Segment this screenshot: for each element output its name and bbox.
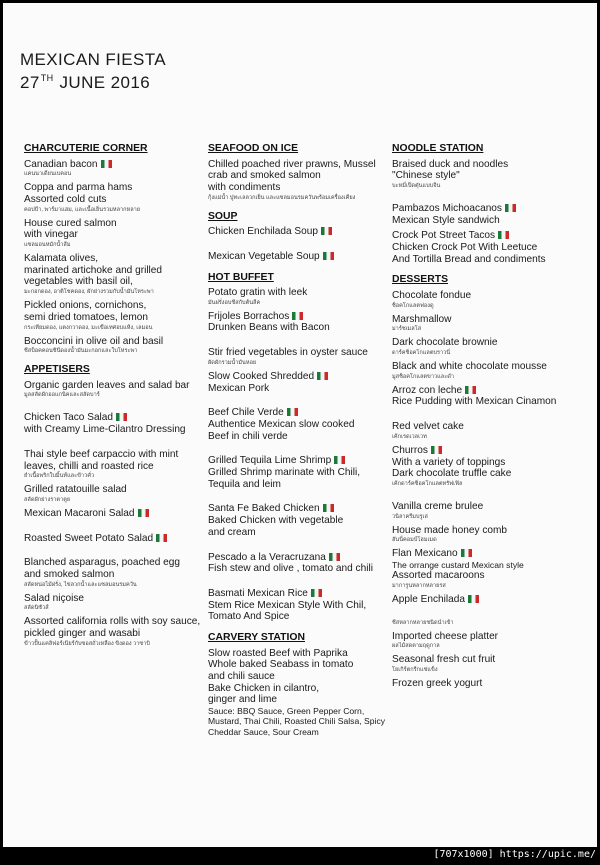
menu-column-1 <box>24 142 202 648</box>
mexican-flag-icon <box>101 160 112 168</box>
section-heading: HOT BUFFET <box>208 271 274 283</box>
mexican-flag-icon <box>292 312 303 320</box>
menu-item <box>24 412 202 435</box>
dish-name: Santa Fe Baked Chicken <box>208 503 320 515</box>
menu-item <box>392 678 568 690</box>
dish-name: Imported cheese platter <box>392 630 499 642</box>
menu-item <box>24 182 202 213</box>
thai-translation: แคนนาเดียนเบคอน <box>24 171 72 178</box>
dish-name: Slow roasted Beef with Paprika <box>208 647 348 659</box>
dish-name: Salad niçoise <box>24 592 85 604</box>
thai-translation: มันฝรั่งอบชีสกับต้นลีค <box>208 299 261 306</box>
dish-name: Mexican Macaroni Salad <box>24 507 135 519</box>
section-heading: SEAFOOD ON ICE <box>208 143 299 154</box>
dish-name: Chicken Enchilada Soup <box>208 226 318 238</box>
thai-translation: โยเกิร์ตกรีกแช่แข็ง <box>392 667 438 674</box>
dish-description: Fish stew and olive , tomato and chili <box>208 563 373 575</box>
dish-name: with vinegar <box>24 229 78 241</box>
thai-translation: ยำเนื้อพริกใบมิ้นท์และข้าวคั่ว <box>24 473 95 480</box>
dish-name: Vanilla creme brulee <box>392 500 484 512</box>
menu-item <box>208 159 386 202</box>
menu-item <box>392 230 568 265</box>
menu-date <box>20 73 150 93</box>
thai-translation: เค้กดาร์คช็อคโกแลตทรัฟเฟิล <box>392 480 463 487</box>
menu-item <box>24 533 202 545</box>
menu-item <box>392 594 568 606</box>
dish-name: Roasted Sweet Potato Salad <box>24 532 154 544</box>
menu-item <box>392 203 568 226</box>
dish-name-row <box>392 594 568 606</box>
thai-translation: ดาร์คช็อคโกแลตบราวนี่ <box>392 350 451 357</box>
dish-description: Beef in chili verde <box>208 430 288 442</box>
dish-note: Mustard, Thai Chili, Roasted Chili Salsa, Spicy <box>208 716 386 727</box>
dish-name-row <box>392 445 568 457</box>
dish-description: Chicken Crock Pot With Leetuce <box>392 242 538 254</box>
menu-item <box>392 548 568 590</box>
dish-name-row <box>208 311 386 323</box>
dish-name: marinated artichoke and grilled <box>24 264 163 276</box>
menu-item <box>392 631 568 651</box>
dish-name: crab and smoked salmon <box>208 170 321 182</box>
dish-name: Coppa and parma hams <box>24 182 133 194</box>
mexican-flag-icon <box>505 204 516 212</box>
dish-name-row <box>208 226 386 238</box>
dish-description: With a variety of toppings <box>392 456 506 468</box>
dish-name: Churros <box>392 444 428 456</box>
section-heading: DESSERTS <box>392 274 449 286</box>
dish-name: Arroz con leche <box>392 384 463 396</box>
menu-item <box>392 525 568 545</box>
thai-translation: คอปป้า, พาร์มาแฮม, และเนื้อเย็นรวมหลากหลาย <box>24 206 141 213</box>
dish-name: Red velvet cake <box>392 421 464 433</box>
date-suffix: TH <box>40 73 54 83</box>
thai-translation: เค้กเรดเวลเวท <box>392 433 427 440</box>
date-month-year: JUNE 2016 <box>59 73 151 92</box>
menu-item <box>208 311 386 334</box>
dish-name-row <box>392 230 568 242</box>
dish-note: Cheddar Sauce, Sour Cream <box>208 726 319 737</box>
dish-name: Pickled onions, cornichons, <box>24 300 147 312</box>
thai-translation: สลัดผักย่างราตาตูย <box>24 496 71 503</box>
dish-name: Chilled poached river prawns, Mussel <box>208 158 376 170</box>
dish-name: pickled ginger and wasabi <box>24 628 141 640</box>
menu-item <box>24 616 202 647</box>
dish-name: Bake Chicken in cilantro, <box>208 682 320 694</box>
dish-note: The orrange custard Mexican style <box>392 560 524 571</box>
thai-translation: แซลมอนหมักน้ำส้ม <box>24 242 71 249</box>
thai-translation: มูสช็อคโกแลตขาวและดำ <box>392 373 454 380</box>
thai-translation: ชีสหลากหลายชนิดนำเข้า <box>392 619 454 626</box>
dish-name: and smoked salmon <box>24 569 115 581</box>
menu-item <box>24 336 202 356</box>
dish-name: Grilled Tequila Lime Shrimp <box>208 455 332 467</box>
thai-translation: ชีสบ็อคคอนชินีดองน้ำมันมะกอกและใบโหระพา <box>24 348 138 355</box>
mexican-flag-icon <box>116 413 127 421</box>
dish-description: Baked Chicken with vegetable <box>208 515 344 527</box>
dish-name: Seasonal fresh cut fruit <box>392 654 496 666</box>
thai-translation: บะหมี่เป็ดตุ๋นแบบจีน <box>392 182 441 189</box>
dish-name: Thai style beef carpaccio with mint <box>24 448 179 460</box>
dish-name: leaves, chilli and roasted rice <box>24 460 154 472</box>
dish-name: Stir fried vegetables in oyster sauce <box>208 347 368 359</box>
dish-name: Bocconcini in olive oil and basil <box>24 335 164 347</box>
dish-name-row <box>24 508 202 520</box>
dish-name-row <box>24 412 202 424</box>
dish-name: Braised duck and noodles <box>392 158 509 170</box>
menu-item <box>392 654 568 674</box>
dish-name-row <box>24 159 202 171</box>
thai-translation: วนิลาครีมบรูเล่ <box>392 513 428 520</box>
menu-item <box>208 503 386 538</box>
thai-translation: ฮันนี่คอมบ์โฮมเมด <box>392 537 437 544</box>
dish-description: Grilled Shrimp marinate with Chili, <box>208 467 361 479</box>
menu-item <box>208 552 386 575</box>
dish-description: Mexican Pork <box>208 382 270 394</box>
dish-name-row <box>392 548 568 560</box>
thai-translation: มะกอกดอง, อาติโชคดอง, ผักย่างรวมกับน้ำมันโหระพา <box>24 289 154 296</box>
dish-description: Dark chocolate truffle cake <box>392 468 512 480</box>
dish-name: Black and white chocolate mousse <box>392 361 547 373</box>
menu-item <box>208 648 386 737</box>
menu-item <box>24 159 202 179</box>
dish-name-row <box>208 251 386 263</box>
menu-item <box>208 287 386 307</box>
thai-translation: สลัดหน่อไม้ฝรั่ง, ไข่ลวกน้ำและแซลมอนรมควัน <box>24 581 137 588</box>
section-heading: APPETISERS <box>24 364 90 376</box>
dish-name: Canadian bacon <box>24 158 98 170</box>
menu-item <box>24 593 202 613</box>
thai-translation: กุ้งแม่น้ำ ปูทะเลลวกเย็น และแซลมอนรมควันพร้อมเครื่องเคียง <box>208 194 356 201</box>
dish-name: ginger and lime <box>208 694 278 706</box>
menu-item <box>24 380 202 400</box>
dish-name: Basmati Mexican Rice <box>208 587 308 599</box>
mexican-flag-icon <box>465 386 476 394</box>
menu-item <box>392 421 568 441</box>
dish-name: Assorted cold cuts <box>24 193 107 205</box>
mexican-flag-icon <box>468 595 479 603</box>
dish-name: Whole baked Seabass in tomato <box>208 659 354 671</box>
dish-name: Flan Mexicano <box>392 548 458 560</box>
dish-description: Tomato And Spice <box>208 611 290 623</box>
date-day: 27 <box>20 73 40 92</box>
menu-item <box>392 314 568 334</box>
mexican-flag-icon <box>311 589 322 597</box>
menu-item <box>392 361 568 381</box>
mexican-flag-icon <box>156 534 167 542</box>
menu-item <box>208 226 386 238</box>
section-heading: NOODLE STATION <box>392 143 484 154</box>
dish-name: Grilled ratatouille salad <box>24 484 127 496</box>
menu-item <box>24 508 202 520</box>
menu-title: MEXICAN FIESTA <box>20 50 167 69</box>
dish-name: Kalamata olives, <box>24 253 99 265</box>
thai-translation: ผลไม้สดตามฤดูกาล <box>392 643 440 650</box>
dish-description: And Tortilla Bread and condiments <box>392 253 546 265</box>
mexican-flag-icon <box>431 446 442 454</box>
dish-name: Slow Cooked Shredded <box>208 370 315 382</box>
dish-name: Assorted california rolls with soy sauce, <box>24 616 201 628</box>
mexican-flag-icon <box>317 372 328 380</box>
mexican-flag-icon <box>323 504 334 512</box>
section-heading: SOUP <box>208 210 238 222</box>
menu-item <box>24 300 202 331</box>
dish-name-row <box>208 588 386 600</box>
menu-column-2 <box>208 142 386 737</box>
mexican-flag-icon <box>321 227 332 235</box>
dish-name: Frijoles Borrachos <box>208 310 290 322</box>
mexican-flag-icon <box>138 509 149 517</box>
thai-translation: มาร์ชเมลโล่ <box>392 326 422 333</box>
dish-description: Stem Rice Mexican Style With Chil, <box>208 599 367 611</box>
dish-name-row <box>208 407 386 419</box>
dish-description: Rice Pudding with Mexican Cinamon <box>392 396 557 408</box>
menu-item <box>24 557 202 588</box>
menu-item <box>208 455 386 490</box>
dish-name: Marshmallow <box>392 313 452 325</box>
dish-name-row <box>392 203 568 215</box>
mexican-flag-icon <box>329 553 340 561</box>
menu-item <box>24 253 202 296</box>
menu-item <box>24 449 202 480</box>
menu-item <box>392 385 568 408</box>
thai-translation: ช็อคโกแลตฟองดู <box>392 302 434 309</box>
dish-name-row <box>24 533 202 545</box>
dish-name: Crock Pot Street Tacos <box>392 230 496 242</box>
dish-name: Organic garden leaves and salad bar <box>24 379 190 391</box>
dish-name: Mexican Vegetable Soup <box>208 250 320 262</box>
dish-description: Mexican Style sandwich <box>392 214 500 226</box>
thai-translation: กระเทียมดอง, แตงกวาดอง, มะเขือเทศอบแห้ง, เลมอน <box>24 324 153 331</box>
dish-name-row <box>208 552 386 564</box>
thai-translation: ผัดผักรวมน้ำมันหอย <box>208 359 257 366</box>
dish-name: Frozen greek yogurt <box>392 678 483 690</box>
menu-item <box>208 251 386 263</box>
dish-description: Drunken Beans with Bacon <box>208 322 330 334</box>
section-heading: CHARCUTERIE CORNER <box>24 143 148 154</box>
dish-description: with Creamy Lime-Cilantro Dressing <box>24 424 186 436</box>
menu-item <box>24 484 202 504</box>
mexican-flag-icon <box>323 252 334 260</box>
menu-item <box>208 347 386 367</box>
dish-name-row <box>208 455 386 467</box>
dish-description: and cream <box>208 526 256 538</box>
mexican-flag-icon <box>334 456 345 464</box>
menu-item <box>392 619 568 627</box>
menu-item <box>392 445 568 488</box>
dish-name: Pescado a la Veracruzana <box>208 551 326 563</box>
dish-name: with condiments <box>208 181 281 193</box>
dish-name: Chocolate fondue <box>392 289 472 301</box>
menu-item <box>208 588 386 623</box>
dish-name-row <box>208 371 386 383</box>
dish-note: Sauce: BBQ Sauce, Green Pepper Corn, <box>208 706 365 717</box>
dish-name-row <box>392 385 568 397</box>
menu-item <box>392 501 568 521</box>
menu-item <box>208 407 386 442</box>
menu-item <box>392 337 568 357</box>
thai-translation: สลัดนิซัวส์ <box>24 605 49 612</box>
mexican-flag-icon <box>498 231 509 239</box>
menu-item <box>392 159 568 190</box>
dish-name: semi dried tomatoes, lemon <box>24 311 148 323</box>
dish-name: and chili sauce <box>208 670 275 682</box>
dish-description: Authentice Mexican slow cooked <box>208 418 355 430</box>
dish-name: Blanched asparagus, poached egg <box>24 557 181 569</box>
dish-description: Tequila and leim <box>208 478 281 490</box>
thai-translation: ข้าวปั้นแคลิฟอร์เนียร์กับซอสถั่วเหลือง ขิงดอง วาซาบิ <box>24 640 150 647</box>
dish-name: Beef Chile Verde <box>208 407 284 419</box>
dish-description: Assorted macaroons <box>392 570 485 582</box>
mexican-flag-icon <box>461 549 472 557</box>
thai-translation: มูลสลัดผักออแกนิคและสลัดบาร์ <box>24 392 100 399</box>
dish-name: House cured salmon <box>24 217 117 229</box>
dish-name: "Chinese style" <box>392 170 460 182</box>
menu-column-3 <box>392 142 568 690</box>
menu-item <box>392 290 568 310</box>
dish-name: Dark chocolate brownie <box>392 337 498 349</box>
dish-name: vegetables with basil oil, <box>24 276 133 288</box>
dish-name: Apple Enchilada <box>392 594 465 606</box>
section-heading: CARVERY STATION <box>208 632 305 644</box>
menu-item <box>208 371 386 394</box>
dish-name: House made honey comb <box>392 524 508 536</box>
dish-name-row <box>208 503 386 515</box>
thai-translation: มาการูนหลากหลายรส <box>392 583 446 590</box>
image-footer: [707x1000] https://upic.me/ <box>433 849 596 860</box>
mexican-flag-icon <box>287 408 298 416</box>
dish-name: Chicken Taco Salad <box>24 412 114 424</box>
dish-name: Potato gratin with leek <box>208 287 308 299</box>
menu-item <box>24 218 202 249</box>
dish-name: Pambazos Michoacanos <box>392 202 502 214</box>
